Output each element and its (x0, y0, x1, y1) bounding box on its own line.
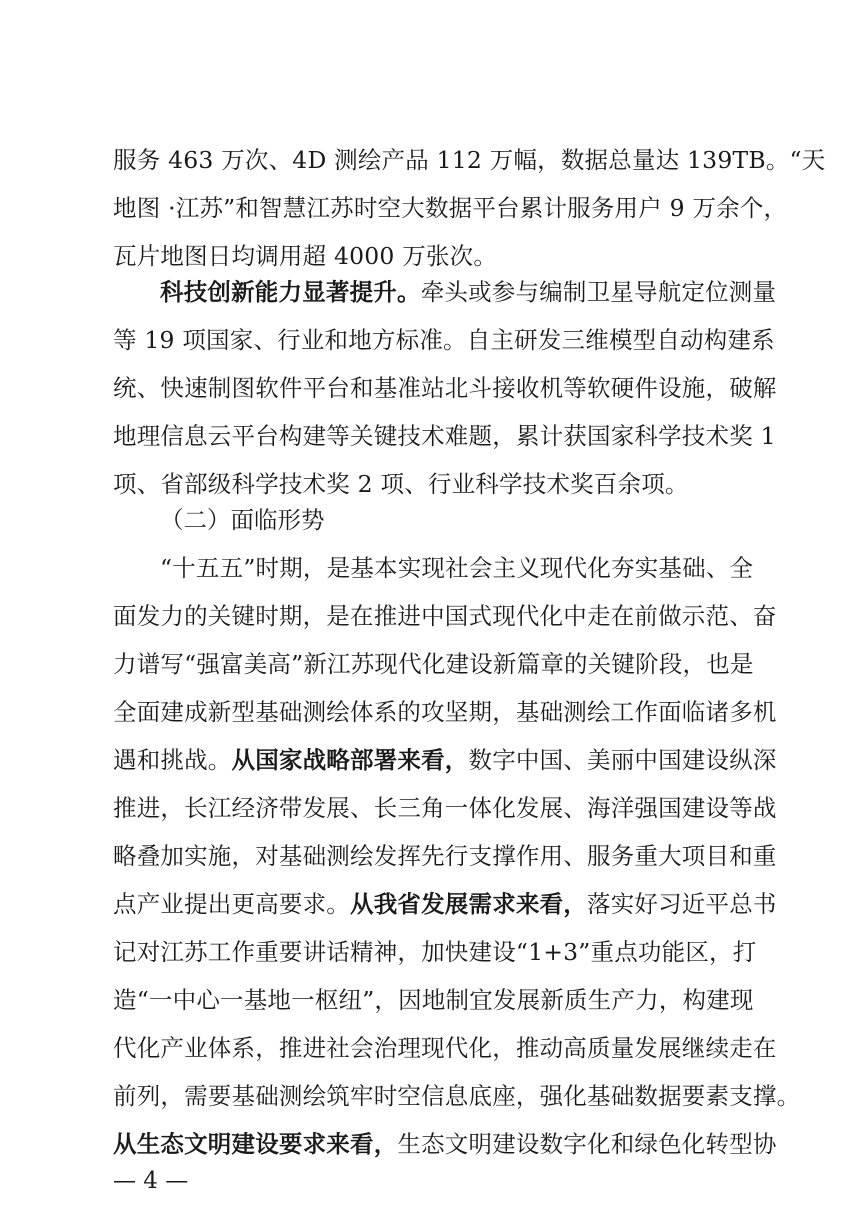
paragraph-3-line-8 (113, 880, 777, 928)
paragraph-2-line-2: 等 19 项国家、行业和地方标准。自主研发三维模型自动构建系 (113, 326, 775, 354)
paragraph-1-line-2: 地图 ·江苏”和智慧江苏时空大数据平台累计服务用户 9 万余个， (113, 194, 788, 222)
paragraph-3-line-3: 力谱写“强富美高”新江苏现代化建设新篇章的关键阶段，也是 (113, 650, 754, 678)
paragraph-3-line-13 (113, 1120, 777, 1168)
paragraph-3-line-8-b: 落实好习近平总书 (587, 890, 777, 918)
paragraph-2-line-1 (160, 268, 777, 316)
paragraph-3-line-13-b: 生态文明建设数字化和绿色化转型协 (397, 1130, 777, 1158)
paragraph-3-line-5-b: 数字中国、美丽中国建设纵深 (468, 746, 777, 774)
paragraph-3-line-10: 造“一中心一基地一枢纽”，因地制宜发展新质生产力，构建现 (113, 986, 754, 1014)
paragraph-3-line-8-a: 点产业提出更高要求。 (113, 890, 350, 918)
paragraph-3-line-2: 面发力的关键时期，是在推进中国式现代化中走在前做示范、奋 (113, 602, 777, 630)
paragraph-3-line-4: 全面建成新型基础测绘体系的攻坚期，基础测绘工作面临诸多机 (113, 698, 777, 726)
paragraph-3-line-12: 前列，需要基础测绘筑牢时空信息底座，强化基础数据要素支撑。 (113, 1082, 801, 1110)
paragraph-1-line-1: 服务 463 万次、4D 测绘产品 112 万幅，数据总量达 139TB。“天 (113, 146, 826, 174)
paragraph-3-line-1: “十五五”时期，是基本实现社会主义现代化夯实基础、全 (160, 554, 754, 582)
paragraph-3-line-11: 代化产业体系，推进社会治理现代化，推动高质量发展继续走在 (113, 1034, 777, 1062)
paragraph-3-line-5 (113, 736, 777, 784)
paragraph-3-line-9: 记对江苏工作重要讲话精神，加快建设“1+3”重点功能区，打 (113, 938, 757, 966)
paragraph-3-line-5-a: 遇和挑战。 (113, 746, 232, 774)
page-number: — 4 — (113, 1168, 189, 1194)
ecological-civilization-lead: 从生态文明建设要求来看， (113, 1130, 398, 1158)
national-strategy-lead: 从国家战略部署来看， (231, 746, 469, 774)
paragraph-2-line-1-rest: 牵头或参与编制卫星导航定位测量 (420, 278, 777, 306)
paragraph-3-line-6: 推进，长江经济带发展、长三角一体化发展、海洋强国建设等战 (113, 794, 777, 822)
paragraph-2-line-5: 项、省部级科学技术奖 2 项、行业科学技术奖百余项。 (113, 470, 689, 498)
paragraph-1-line-3: 瓦片地图日均调用超 4000 万张次。 (113, 242, 498, 270)
section-heading: （二）面临形势 (160, 506, 325, 534)
paragraph-2-line-4: 地理信息云平台构建等关键技术难题，累计获国家科学技术奖 1 (113, 422, 776, 450)
paragraph-2-line-3: 统、快速制图软件平台和基准站北斗接收机等软硬件设施，破解 (113, 374, 777, 402)
paragraph-3-line-7: 略叠加实施，对基础测绘发挥先行支撑作用、服务重大项目和重 (113, 842, 777, 870)
paragraph-2-lead: 科技创新能力显著提升。 (160, 278, 421, 306)
provincial-needs-lead: 从我省发展需求来看， (350, 890, 587, 918)
